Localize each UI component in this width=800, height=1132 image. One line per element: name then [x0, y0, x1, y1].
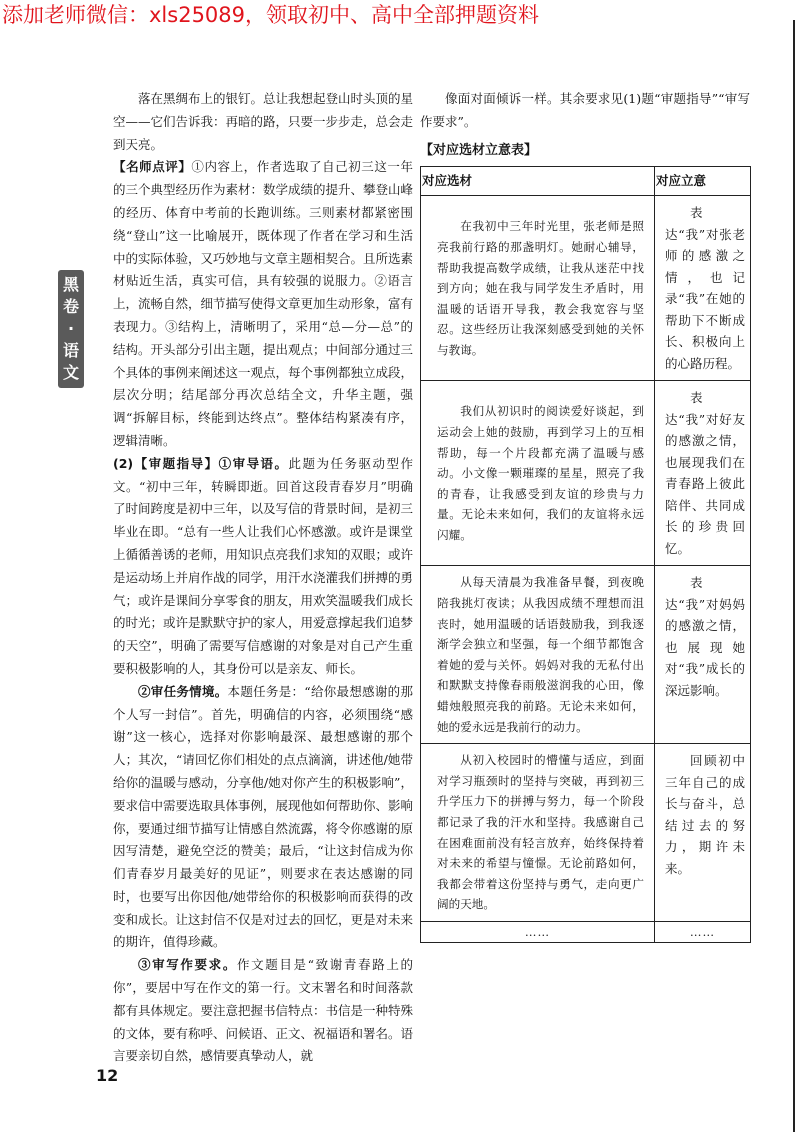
ellipsis-cell: ……	[655, 921, 751, 943]
comment-tag: 【名师点评】	[113, 159, 192, 175]
guide-text-b: ，明确了需要写信感谢的对象是对自己产生重要积极影响的人，其身份可以是亲友、师长。	[113, 638, 413, 676]
page-edge-line	[793, 20, 795, 1132]
page-number: 12	[96, 1066, 119, 1085]
essay-ending-paragraph: 落在黑绸布上的银钉。总让我想起登山时头顶的星空——它们告诉我：再暗的路，只要一步步走，总会走到天亮。	[113, 91, 414, 152]
table-row	[421, 381, 751, 566]
book-side-tab	[58, 270, 84, 388]
guide-text-a: 此题为任务驱动型作文。“初中三年，转瞬即逝。回首这段青春岁月”明确了时间跨度是初中三年，以及写信的背景时间，是初三毕业在即。“总有一些人让我们心怀感激。或许是课堂上循循善诱的老师，用知识点亮我们求知的双眼；或许是运动场上并肩作战的同学，用汗水浇灌我们拼搏的勇气；或许是课间分享零食的朋友，用欢笑温暖我们成长的时光；或许是默默守护的家人，用爱意撑起我们追梦的天空”	[113, 455, 414, 654]
continued-paragraph: 像面对面倾诉一样。其余要求见(1)题“审题指导”“审写作要求”。	[420, 91, 750, 129]
side-tab-char: 卷	[62, 297, 79, 316]
task-paragraph	[113, 681, 413, 955]
comment-text: ①内容上，作者选取了自己初三这一年的三个典型经历作为素材：数学成绩的提升、攀登山峰的经历、体育中考前的长跑训练。三则素材都紧密围绕“登山”这一比喻展开，既体现了作者在学习和生活中的实际体验，又巧妙地与文章主题相契合。且所选素材贴近生活，真实可信，具有较强的说服力。②语言上，流畅自然，细节描写使得文章更加生动形象，富有表现力。③结构上，清晰明了，采用“总—分—总”的结构。开头部分引出主题，提出观点；中间部分通过三个具体的事例来阐述这一观点，每个事例都独立成段，层次分明；结尾部分再次总结全文，升华主题，强调“拆解目标，终能到达终点”。整体结构紧凑有序，逻辑清晰。	[113, 159, 414, 448]
side-tab-char: ·	[67, 319, 75, 338]
header-purpose: 对应立意	[655, 167, 751, 196]
side-tab-char: 语	[62, 341, 79, 360]
material-purpose-table	[420, 166, 751, 943]
side-tab-char: 文	[62, 363, 79, 382]
side-tab-char: 黑	[62, 275, 79, 294]
guide-tag: (2)【审题指导】	[113, 455, 219, 471]
right-column	[420, 88, 750, 943]
promo-banner: 添加老师微信：xls25089，领取初中、高中全部押题资料	[2, 3, 540, 27]
left-column	[113, 88, 413, 1068]
guide-paragraph	[113, 453, 413, 681]
task-text: 本题任务是：“给你最想感谢的那个人写一封信”。首先，明确信的内容，必须围绕“感谢”这一核心，选择对你影响最深、最想感谢的那个人；其次，“请回忆你们相处的点点滴滴，讲述他/她带给你的温暖与感动，分享他/她对你产生的积极影响”，要求信中需要选取具体事例，展现他如何帮助你、影响你，要通过细节描写让情感自然流露，将令你感谢的原因写清楚，避免空泛的赞美；最后，“让这封信成为你们青春岁月最美好的见证”，则要求在表达感谢的同时，也要写出你因他/她带给你的积极影响而获得的改变和成长。让这封信不仅是对过去的回忆，更是对未来的期许，值得珍藏。	[113, 683, 414, 950]
table-row-ellipsis	[421, 921, 751, 943]
table-row	[421, 744, 751, 922]
material-cell: 从每天清晨为我准备早餐，到夜晚陪我挑灯夜读；从我因成绩不理想而沮丧时，她用温暖的话语鼓励我，到我逐渐学会独立和坚强，每一个细节都饱含着她的爱与关怀。妈妈对我的无私付出和默默支持像春雨般滋润我的心田，像蜡烛般照亮我的前路。无论未来如何，她的爱永远是我前行的动力。	[421, 566, 655, 744]
write-paragraph	[113, 954, 413, 1068]
ellipsis-cell: ……	[421, 921, 655, 943]
material-cell: 在我初中三年时光里，张老师是照亮我前行路的那盏明灯。她耐心辅导，帮助我提高数学成绩，让我从迷茫中找到方向；她在我与同学发生矛盾时，用温暖的话语开导我，教会我宽容与坚忍。这些经历让我深刻感受到她的关怀与教诲。	[421, 196, 655, 381]
teacher-comment-paragraph	[113, 156, 413, 452]
write-text: 作文题目是“致谢青春路上的你”，要居中写在作文的第一行。文末署名和时间落款都有具体规定。要注意把握书信特点：书信是一种特殊的文体，要有称呼、问候语、正文、祝福语和署名。语言要亲切自然，感情要真挚动人，就	[113, 957, 414, 1064]
table-header-row	[421, 167, 751, 196]
material-cell: 从初入校园时的懵懂与适应，到面对学习瓶颈时的坚持与突破，再到初三升学压力下的拼搏与努力，每一个阶段都记录了我的汗水和坚持。我感谢自己在困难面前没有轻言放弃，始终保持着对未来的希望与憧憬。无论前路如何，我都会带着这份坚持与勇气，走向更广阔的天地。	[421, 744, 655, 922]
purpose-cell: 表达“我”对妈妈的感激之情，也展现她对“我”成长的深远影响。	[655, 566, 751, 744]
table-row	[421, 566, 751, 744]
guide-lead: ①审导语。	[218, 455, 289, 471]
purpose-cell: 表达“我”对好友的感激之情，也展现我们在青春路上彼此陪伴、共同成长的珍贵回忆。	[655, 381, 751, 566]
task-lead: ②审任务情境。	[138, 683, 228, 699]
table-row	[421, 196, 751, 381]
purpose-cell: 表达“我”对张老师的感激之情，也记录“我”在她的帮助下不断成长、积极向上的心路历程。	[655, 196, 751, 381]
write-lead: ③审写作要求。	[138, 957, 237, 973]
table-caption: 【对应选材立意表】	[420, 142, 538, 158]
header-material: 对应选材	[421, 167, 655, 196]
purpose-cell: 回顾初中三年自己的成长与奋斗，总结过去的努力，期许未来。	[655, 744, 751, 922]
material-cell: 我们从初识时的阅读爱好谈起，到运动会上她的鼓励，再到学习上的互相帮助，每一个片段都充满了温暖与感动。小文像一颗璀璨的星星，照亮了我的青春，让我感受到友谊的珍贵与力量。无论未来如何，我们的友谊将永远闪耀。	[421, 381, 655, 566]
